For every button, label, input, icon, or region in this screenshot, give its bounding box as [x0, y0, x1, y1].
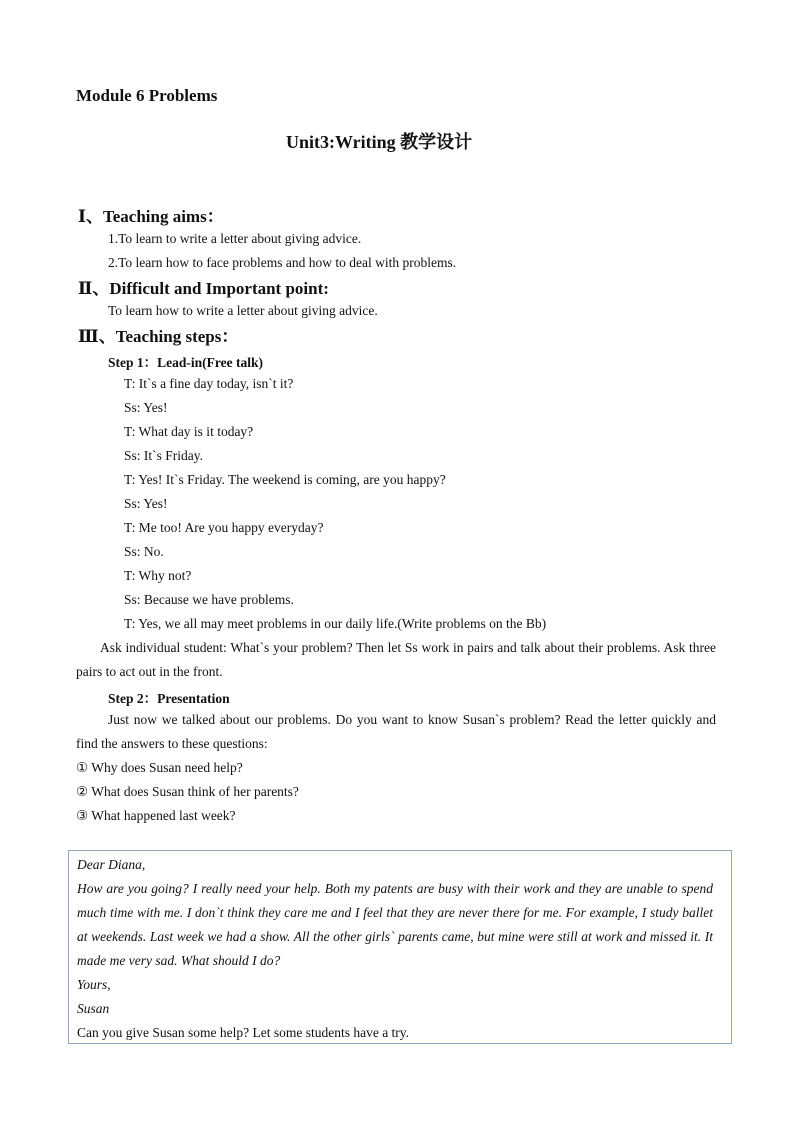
- section-heading-difficult: Ⅱ、Difficult and Important point:: [78, 279, 329, 298]
- letter-content: [77, 853, 713, 1045]
- letter-prompt: Can you give Susan some help? Let some students have a try.: [77, 1025, 410, 1040]
- section-heading-steps: Ⅲ、Teaching steps：: [78, 327, 239, 346]
- step2-title: Step 2：Presentation: [108, 691, 230, 706]
- question-item: ③ What happened last week?: [76, 808, 236, 823]
- question-item: ② What does Susan think of her parents?: [76, 784, 299, 799]
- dialogue-line: T: Yes! It`s Friday. The weekend is coming, are you happy?: [124, 472, 446, 487]
- dialogue-line: T: Me too! Are you happy everyday?: [124, 520, 324, 535]
- dialogue-line: Ss: Yes!: [124, 496, 168, 511]
- step2-paragraph: Just now we talked about our problems. Do you want to know Susan`s problem? Read the letter quickly and find the answers to these questions:: [76, 712, 716, 751]
- dialogue-line: T: Yes, we all may meet problems in our daily life.(Write problems on the Bb): [124, 616, 547, 631]
- dialogue-line: T: It`s a fine day today, isn`t it?: [124, 376, 294, 391]
- aim-item: 2.To learn how to face problems and how to deal with problems.: [108, 255, 457, 270]
- dialogue-line: Ss: It`s Friday.: [124, 448, 204, 463]
- aim-item: 1.To learn to write a letter about giving advice.: [108, 231, 362, 246]
- question-item: ① Why does Susan need help?: [76, 760, 243, 775]
- step1-title: Step 1：Lead-in(Free talk): [108, 355, 263, 370]
- dialogue-line: Ss: Yes!: [124, 400, 168, 415]
- section-heading-aims: Ⅰ、Teaching aims：: [78, 207, 224, 226]
- unit-title: Unit3:Writing 教学设计: [286, 132, 473, 152]
- module-title: Module 6 Problems: [76, 86, 218, 105]
- letter-closing: Yours,: [77, 977, 111, 992]
- letter-body: How are you going? I really need your help. Both my patents are busy with their work and they are unable to spend much time with me. I don`t think they care me and I feel that they are never there for me. For example, I study ballet at weekends. Last week we had a show. All the other girls` parents came, but mine were still at work and missed it. It made me very sad. What should I do?: [77, 881, 713, 968]
- letter-signature: Susan: [77, 1001, 110, 1016]
- dialogue-line: Ss: Because we have problems.: [124, 592, 294, 607]
- letter-greeting: Dear Diana,: [77, 857, 146, 872]
- letter-box: [68, 850, 732, 1044]
- dialogue-line: Ss: No.: [124, 544, 164, 559]
- dialogue-line: T: What day is it today?: [124, 424, 254, 439]
- step1-paragraph: Ask individual student: What`s your problem? Then let Ss work in pairs and talk about their problems. Ask three pairs to act out in the front.: [76, 640, 716, 679]
- difficult-point-text: To learn how to write a letter about giving advice.: [108, 303, 378, 318]
- dialogue-line: T: Why not?: [124, 568, 192, 583]
